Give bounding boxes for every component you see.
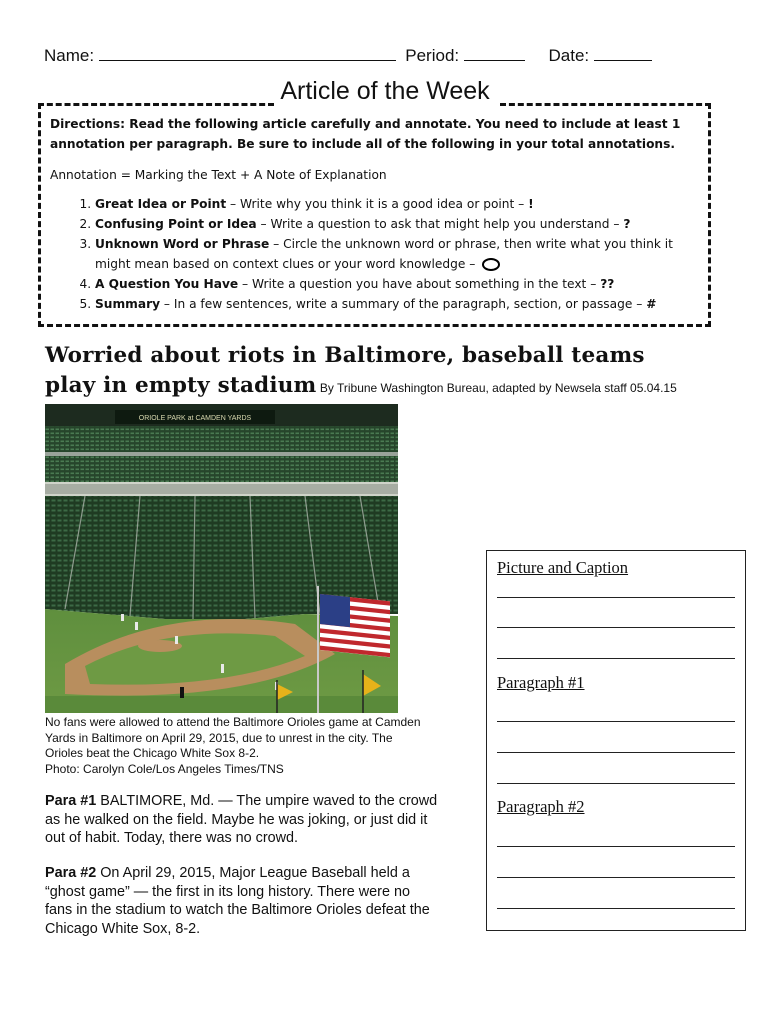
paragraph-1-heading: Paragraph #1 — [497, 673, 585, 692]
directions-section — [50, 114, 702, 314]
para-2-label: Para #2 — [45, 865, 97, 881]
article-headline — [45, 341, 725, 403]
paragraph-2-heading: Paragraph #2 — [497, 797, 585, 816]
paragraph-1 — [45, 792, 440, 848]
writing-line[interactable] — [497, 877, 735, 878]
period-field[interactable] — [464, 46, 525, 61]
photo-caption — [45, 715, 425, 777]
date-label: Date: — [548, 46, 590, 65]
directions-box-top-right — [500, 103, 711, 106]
student-info-line — [44, 46, 652, 66]
photo-credit: Photo: Carolyn Cole/Los Angeles Times/TNS — [45, 761, 284, 776]
annotation-item: 5. Summary – In a few sentences, write a summary of the paragraph, section, or passage – # — [95, 294, 702, 314]
circle-icon — [482, 258, 500, 271]
period-label: Period: — [405, 46, 460, 65]
caption-text: No fans were allowed to attend the Baltimore Orioles game at Camden Yards in Baltimore on April 29, 2015, due to unrest in the city. The Orioles beat the Chicago White Sox 8-2. — [45, 715, 421, 760]
writing-line[interactable] — [497, 783, 735, 784]
writing-line[interactable] — [497, 658, 735, 659]
paragraph-2 — [45, 864, 440, 938]
byline: By Tribune Washington Bureau, adapted by Newsela staff 05.04.15 — [316, 381, 677, 395]
para-1-label: Para #1 — [45, 793, 97, 809]
stadium-photo — [45, 404, 398, 713]
writing-line[interactable] — [497, 597, 735, 598]
annotation-item: 1. Great Idea or Point – Write why you think it is a good idea or point – ! — [95, 194, 702, 214]
annotation-list — [50, 194, 702, 314]
name-label: Name: — [44, 46, 95, 65]
directions-box-top-left — [38, 103, 274, 106]
notes-box — [486, 550, 746, 931]
annotation-definition: Annotation = Marking the Text + A Note of Explanation — [50, 168, 387, 182]
annotation-item: 2. Confusing Point or Idea – Write a question to ask that might help you understand – ? — [95, 214, 702, 234]
headline-line-1: Worried about riots in Baltimore, baseball teams — [45, 343, 645, 368]
writing-line[interactable] — [497, 908, 735, 909]
page-title: Article of the Week — [280, 77, 490, 105]
annotation-item: 3. Unknown Word or Phrase – Circle the unknown word or phrase, then write what you think it might mean based on context clues or your word knowledge – — [95, 234, 702, 274]
para-2-text: On April 29, 2015, Major League Baseball held a “ghost game” — the first in its long history. There were no fans in the stadium to watch the Baltimore Orioles defeat the Chicago White Sox, 8-2. — [45, 865, 430, 937]
annotation-item: 4. A Question You Have – Write a question you have about something in the text – ?? — [95, 274, 702, 294]
name-field[interactable] — [99, 46, 396, 61]
writing-line[interactable] — [497, 846, 735, 847]
picture-caption-heading: Picture and Caption — [497, 558, 629, 577]
scoreboard-text: ORIOLE PARK at CAMDEN YARDS — [138, 415, 252, 422]
writing-line[interactable] — [497, 627, 735, 628]
directions-text: Directions: Read the following article carefully and annotate. You need to include at least 1 annotation per paragraph. Be sure to include all of the following in your total annotations. — [50, 117, 681, 151]
headline-line-2: play in empty stadium By Tribune Washington Bureau, adapted by Newsela staff 05.04.15 — [45, 373, 677, 398]
writing-line[interactable] — [497, 721, 735, 722]
para-1-text: BALTIMORE, Md. — The umpire waved to the crowd as he walked on the field. Maybe he was joking, or just did it out of habit. Today, there was no crowd. — [45, 793, 438, 846]
writing-line[interactable] — [497, 752, 735, 753]
date-field[interactable] — [594, 46, 652, 61]
empty-stadium-illustration — [45, 404, 398, 713]
